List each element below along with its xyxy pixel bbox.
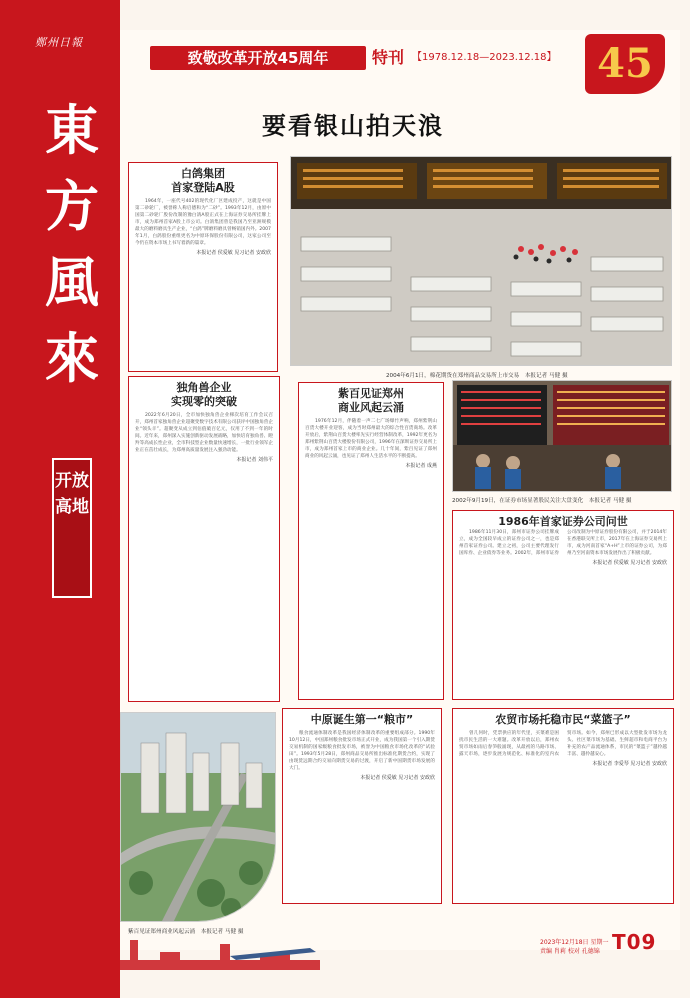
article-unicorn — [128, 376, 280, 702]
article-body: 1976年12月，伴随着一声二七广场爆竹声响，郑州紫荆山百货大楼开业迎客，成为当时郑州最大的综合性百货商场。改革开放后，紫荆山百货大楼率先实行经营体制改革，1992年更名为郑州紫荆山百货大楼股份有限公司，1996年在深圳证券交易所上市，成为郑州首家上市的商业企业。几十年间，紫百见证了郑州商业的风起云涌，也见证了郑州人生活水平的不断提高。 — [305, 419, 437, 459]
date-range: 【1978.12.18—2023.12.18】 — [412, 52, 557, 63]
anniversary-badge: 45 — [585, 34, 665, 94]
article-baige — [128, 162, 278, 372]
special-edition-label: 特刊 — [372, 48, 405, 67]
newspaper-logo: 鄭州日報 — [35, 36, 83, 49]
left-red-bar — [0, 0, 120, 998]
article-byline: 本报记者 侯爱敏 见习记者 安政欣 — [360, 775, 435, 781]
article-subtitle: 商业风起云涌 — [338, 401, 404, 414]
article-farmers-market — [452, 708, 674, 904]
anniversary-banner: 致敬改革开放45周年 — [150, 46, 366, 70]
page-number: T09 — [612, 930, 657, 954]
article-byline: 本报记者 侯爱敏 见习记者 安政欣 — [196, 250, 271, 256]
photo-caption: 2002年9月19日，在证券市场显著股民关注大盘变化 本报记者 马健 摄 — [452, 498, 632, 504]
aerial-city-image — [121, 713, 276, 922]
column-title: 東方風來 — [45, 98, 99, 390]
article-title: 独角兽企业 — [176, 381, 232, 394]
article-body: 2022年6月20日，全市加快独角兽企业梯次培育工作会议召开，郑州首家独角兽企业超聚变数字技术有限公司获评中国独角兽企业“领头羊”。超聚变从成立到估值破百亿元，仅用了不到一年的时间。近年来，郑州深入实施创新驱动发展战略，加快培育独角兽、瞪羚等高成长性企业，全市科技型企业数量快速增长，一批行业领军企业正在茁壮成长，为郑州高质量发展注入强劲动能。 — [135, 413, 273, 453]
footer-date: 2023年12月18日 星期一 — [540, 939, 609, 946]
article-title: 中原诞生第一“粮市” — [310, 713, 414, 726]
article-body: 1964年，一座代号402的现代化厂区建成投产，这就是中国第二砂轮厂，被誉称人称启德和为“二砂”。1993年12月，由原中国第二砂轮厂股份改制的豫白鸽A股正式在上海证券交易所挂牌上市，成为郑州首家A股上市公司。白鸽集团曾是我国乃至亚洲规模最大的磨料磨具生产企业，“白鸽”牌磨料磨具曾畅销国内外。2007年1月，白鸽股份重组更名为中原环保股份有限公司，这家公司至今仍在资本市场上书写着新的篇章。 — [135, 199, 271, 246]
article-columns — [459, 730, 667, 758]
footer-skyline-illustration — [80, 930, 320, 970]
page-headline: 要看银山拍天浪 — [262, 112, 444, 140]
vertical-label: 开放高地 — [52, 458, 92, 598]
article-title: 白鸽集团 — [181, 167, 225, 180]
aerial-city-photo — [120, 712, 276, 922]
article-subtitle: 实现零的突破 — [171, 395, 237, 408]
article-body: 粮食流通体制改革是我国经济体制改革的重要组成部分。1990年10月12日，中国郑州粮食批发市场正式开业，成为我国第一个引入期货交易机制的国家级粮食批发市场，被誉为中国粮食市场化改革的“试验田”。1993年5月28日，郑州商品交易所推出标准化期货合约，实现了由现货远期合约交易向期货交易的过渡，开启了新中国期货市场发展的大门。 — [289, 731, 435, 771]
footer-editors: 责编 肖莉 校对 孔德锦 — [540, 948, 600, 955]
article-subtitle: 首家登陆A股 — [171, 181, 235, 194]
photo-caption: 紫百见证郑州商业风起云涌 本报记者 马健 摄 — [128, 929, 244, 935]
stock-market-image — [453, 381, 672, 492]
photo-caption: 2004年6月1日，棉花期货在郑州商品交易所上市交易 本报记者 马健 摄 — [386, 373, 568, 379]
article-body: 曾几何时，凭票供应的年代里，买菜难是困扰市民生活的一大难题。改革开放以后，郑州农贸市场如雨后春笋般涌现，从最初的马路市场、露天市场，逐步发展为规范化、标准化的室内农贸市场。如今，郑州已形成以大型批发市场为龙头、社区菜市场为基础、生鲜超市和电商平台为补充的农产品流通体系，市民的“菜篮子”越拎越丰富、越拎越安心。 — [459, 731, 667, 757]
article-grain-market — [282, 708, 442, 904]
article-title: 农贸市场托稳市民“菜篮子” — [495, 713, 631, 726]
trading-floor-image — [291, 157, 672, 366]
article-body: 1986年11月30日，郑州市证券公司挂牌成立，成为全国较早成立的证券公司之一，也是郑州首家证券公司。建立之初，公司主要代理发行国库券、企业债券等业务。2002年，郑州市证券公司改制为中原证券股份有限公司，并于2014年在香港联交所上市，2017年在上海证券交易所上市，成为河南首家“A+H”上市的证券公司，为郑州乃至河南资本市场发展作出了积极贡献。 — [459, 530, 667, 556]
article-columns — [459, 529, 667, 557]
article-securities — [452, 510, 674, 700]
article-byline: 本报记者 刘伟平 — [236, 457, 273, 463]
article-byline: 本报记者 李爱琴 见习记者 安政欣 — [592, 761, 667, 767]
trading-floor-photo — [290, 156, 672, 366]
article-title: 1986年首家证券公司问世 — [498, 515, 628, 528]
article-title: 紫百见证郑州 — [338, 387, 404, 400]
stock-market-photo — [452, 380, 672, 492]
article-zibai — [298, 382, 444, 700]
article-byline: 本报记者 成燕 — [405, 463, 437, 469]
article-byline: 本报记者 侯爱敏 见习记者 安政欣 — [592, 560, 667, 566]
